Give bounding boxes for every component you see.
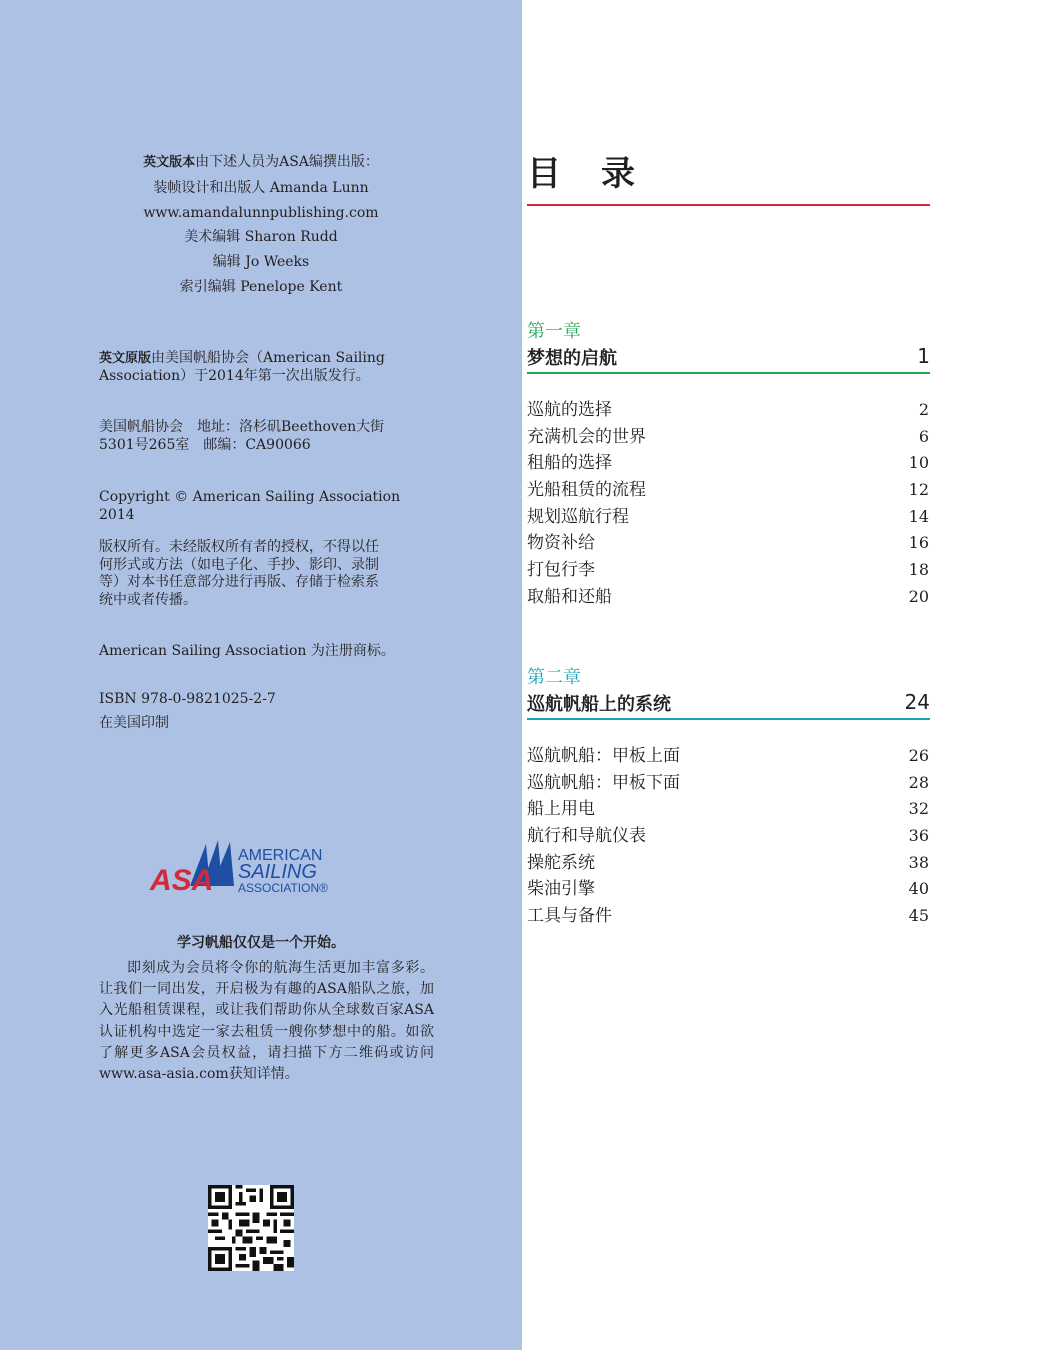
chapter-2-entries xyxy=(527,743,929,930)
asa-mark-text: ASA xyxy=(150,864,214,897)
logo-line-2: SAILING xyxy=(238,861,317,883)
entry-page: 28 xyxy=(908,772,929,792)
chapter-2-heading[interactable] xyxy=(527,690,930,716)
isbn-text: ISBN 978-0-9821025-2-7 xyxy=(99,691,276,707)
entry-title: 光船租赁的流程 xyxy=(527,480,646,501)
entry-title: 巡航帆船：甲板上面 xyxy=(527,746,680,766)
entry-page: 10 xyxy=(908,453,929,473)
entry-title: 租船的选择 xyxy=(527,453,612,474)
entry-page: 16 xyxy=(908,533,929,553)
title-rule xyxy=(527,204,930,206)
chapter-page: 1 xyxy=(917,344,930,368)
entry-title: 柴油引擎 xyxy=(527,879,595,900)
toc-title-char: 录 xyxy=(601,154,635,194)
rights-line: 版权所有。未经版权所有者的授权，不得以任 xyxy=(99,539,379,555)
credits-lead-rest: 由下述人员为ASA编撰出版： xyxy=(195,154,379,170)
toc-entry[interactable] xyxy=(527,584,929,611)
entry-page: 6 xyxy=(918,426,929,446)
credit-line: 装帧设计和出版人 Amanda Lunn xyxy=(153,179,369,196)
qr-code[interactable] xyxy=(208,1185,294,1271)
left-panel xyxy=(0,0,522,1350)
chapter-2-rule xyxy=(527,718,930,720)
entry-page: 2 xyxy=(918,400,929,419)
address-line: 5301号265室 邮编：CA90066 xyxy=(99,436,311,453)
toc-entry[interactable] xyxy=(527,530,929,557)
rights-line: 统中或者传播。 xyxy=(99,591,197,608)
entry-page: 45 xyxy=(908,906,929,926)
toc-entry[interactable] xyxy=(527,770,929,797)
credit-line: 索引编辑 Penelope Kent xyxy=(179,278,343,295)
original-bold: 英文原版 xyxy=(99,351,152,366)
toc-entry[interactable] xyxy=(527,823,929,850)
chapter-1-entries xyxy=(527,397,929,611)
entry-page: 40 xyxy=(908,879,929,899)
isbn-block xyxy=(99,687,434,735)
toc-entry[interactable] xyxy=(527,850,929,877)
toc-entry[interactable] xyxy=(527,743,929,770)
credits-lead xyxy=(0,150,522,176)
toc-entry[interactable] xyxy=(527,424,929,451)
entry-title: 规划巡航行程 xyxy=(527,506,629,527)
entry-title: 巡航帆船：甲板下面 xyxy=(527,772,680,793)
toc-entry[interactable] xyxy=(527,796,929,823)
credit-line: 美术编辑 Sharon Rudd xyxy=(184,229,338,246)
entry-page: 26 xyxy=(908,746,929,765)
entry-page: 18 xyxy=(908,560,929,580)
entry-page: 36 xyxy=(908,826,929,846)
copyright-text: Copyright © American Sailing Association 2014 xyxy=(99,489,401,523)
entry-page: 20 xyxy=(908,586,929,606)
toc-entry[interactable] xyxy=(527,450,929,477)
credit-line: www.amandalunnpublishing.com xyxy=(143,204,379,221)
original-line: 由美国帆船协会（American Sailing xyxy=(151,350,385,366)
entry-title: 充满机会的世界 xyxy=(527,426,646,447)
entry-title: 巡航的选择 xyxy=(527,400,612,420)
chapter-1-label: 第一章 xyxy=(527,321,581,342)
copyright-notice xyxy=(99,489,434,524)
entry-title: 取船和还船 xyxy=(527,586,612,607)
entry-page: 12 xyxy=(908,480,929,500)
publisher-address xyxy=(99,419,434,454)
english-edition-credits xyxy=(0,150,522,300)
trademark-note xyxy=(99,643,434,661)
entry-page: 32 xyxy=(908,799,929,819)
credits-lead-bold: 英文版本 xyxy=(143,155,196,170)
entry-title: 物资补给 xyxy=(527,533,595,554)
toc-entry[interactable] xyxy=(527,477,929,504)
entry-title: 船上用电 xyxy=(527,799,595,820)
chapter-1-rule xyxy=(527,372,930,374)
logo-line-1: AMERICAN xyxy=(238,847,323,864)
logo-line-3: ASSOCIATION® xyxy=(238,881,328,895)
chapter-title: 梦想的启航 xyxy=(527,348,617,369)
entry-title: 航行和导航仪表 xyxy=(527,826,646,847)
chapter-1-heading[interactable] xyxy=(527,344,930,370)
address-line: 美国帆船协会 地址：洛杉矶Beethoven大街 xyxy=(99,419,385,435)
original-edition-note xyxy=(99,350,434,385)
toc-entry[interactable] xyxy=(527,903,929,930)
entry-page: 14 xyxy=(908,506,929,526)
entry-title: 打包行李 xyxy=(527,560,595,581)
asa-logo xyxy=(148,838,358,898)
printed-in-text: 在美国印制 xyxy=(99,715,169,731)
toc-entry[interactable] xyxy=(527,504,929,531)
chapter-title: 巡航帆船上的系统 xyxy=(527,694,671,715)
credit-line: 编辑 Jo Weeks xyxy=(212,254,310,271)
toc-entry[interactable] xyxy=(527,876,929,903)
chapter-2-label: 第二章 xyxy=(527,667,581,688)
chapter-page: 24 xyxy=(904,690,930,714)
promo-body: 即刻成为会员将令你的航海生活更加丰富多彩。让我们一同出发，开启极为有趣的ASA船队之旅，加入光船租赁课程，或让我们帮助你从全球数百家ASA认证机构中选定一家去租赁一艘你梦想中的船。如欲了解更多ASA会员权益，请扫描下方二维码或访问www.asa-asia.com获知详情。 xyxy=(99,960,434,1083)
toc-entry[interactable] xyxy=(527,397,929,424)
entry-title: 操舵系统 xyxy=(527,852,595,873)
toc-title-char: 目 xyxy=(527,154,561,194)
promo-title: 学习帆船仅仅是一个开始。 xyxy=(177,935,345,951)
entry-page: 38 xyxy=(908,852,929,872)
toc-title xyxy=(527,146,635,195)
entry-title: 工具与备件 xyxy=(527,906,612,927)
original-line: Association）于2014年第一次出版发行。 xyxy=(99,367,370,384)
toc-entry[interactable] xyxy=(527,557,929,584)
rights-line: 何形式或方法（如电子化、手抄、影印、录制 xyxy=(99,556,379,573)
rights-line: 等）对本书任意部分进行再版、存储于检索系 xyxy=(99,574,379,590)
rights-statement xyxy=(99,539,431,609)
trademark-text: American Sailing Association 为注册商标。 xyxy=(99,643,395,659)
